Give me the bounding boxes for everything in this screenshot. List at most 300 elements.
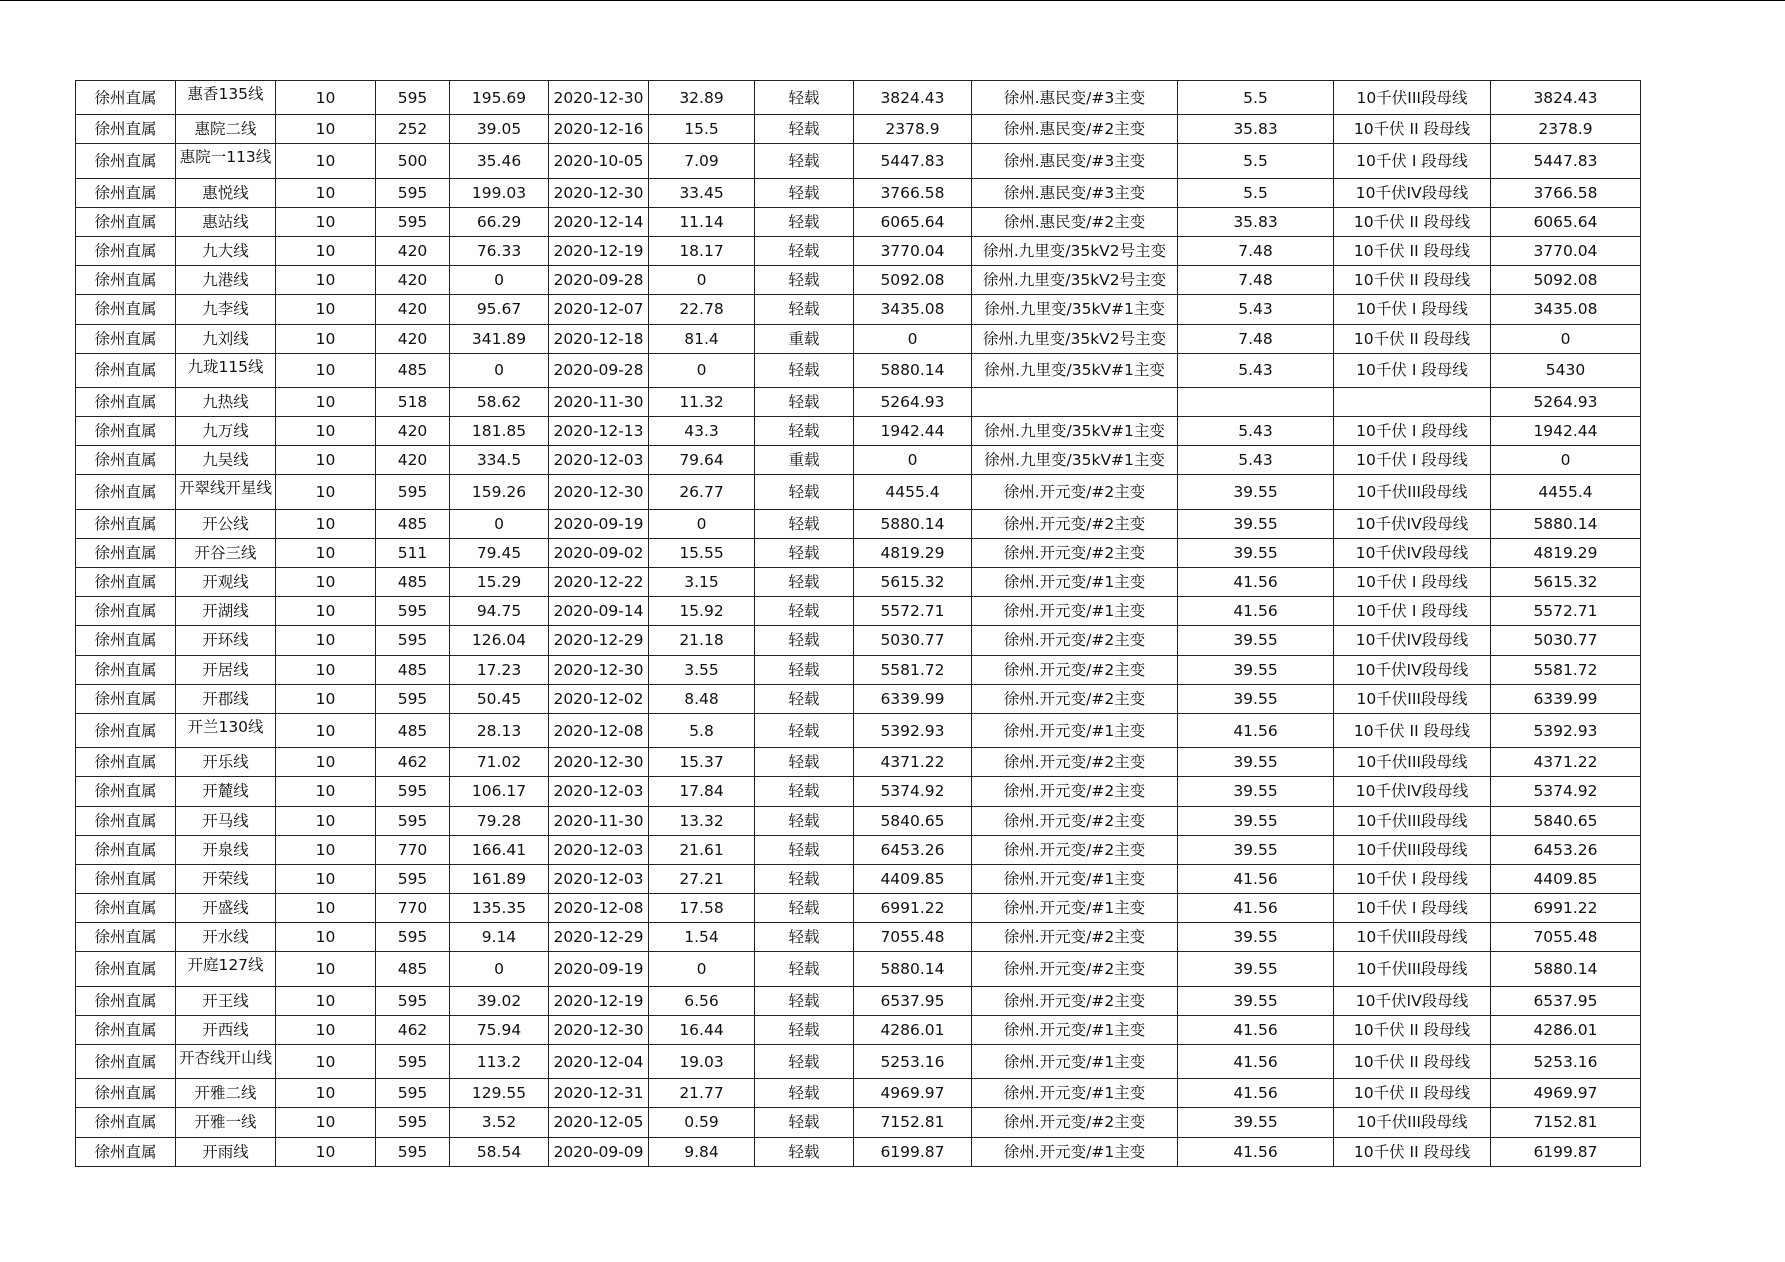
- cell-voltage: 10: [276, 1137, 376, 1166]
- cell-busbar: 10千伏 II 段母线: [1334, 115, 1491, 144]
- cell-load-status: 轻载: [755, 178, 854, 207]
- cell-available-capacity: 6199.87: [854, 1137, 972, 1166]
- cell-current: 76.33: [450, 236, 549, 265]
- cell-capacity: 0: [1491, 324, 1641, 353]
- cell-capacity: 0: [1491, 446, 1641, 475]
- table-body: [76, 81, 1641, 1167]
- cell-capacity: 4409.85: [1491, 864, 1641, 893]
- cell-line-name: 九刘线: [176, 324, 276, 353]
- cell-date: 2020-12-03: [549, 864, 649, 893]
- cell-busbar: 10千伏IV段母线: [1334, 777, 1491, 806]
- cell-load-rate: 3.55: [649, 655, 755, 684]
- cell-unit: 徐州直属: [76, 417, 176, 446]
- cell-capacity: 4371.22: [1491, 748, 1641, 777]
- cell-available-capacity: 6339.99: [854, 684, 972, 713]
- cell-voltage: 10: [276, 568, 376, 597]
- cell-available-capacity: 6065.64: [854, 207, 972, 236]
- table-row: [76, 684, 1641, 713]
- cell-load-rate: 3.15: [649, 568, 755, 597]
- table-row: [76, 266, 1641, 295]
- cell-rated-current: 595: [376, 1137, 450, 1166]
- cell-capacity: 3824.43: [1491, 81, 1641, 115]
- cell-load-status: 轻载: [755, 894, 854, 923]
- cell-substation-transformer: 徐州.开元变/#1主变: [972, 1079, 1178, 1108]
- cell-substation-transformer: 徐州.开元变/#1主变: [972, 864, 1178, 893]
- cell-load-status: 轻载: [755, 144, 854, 178]
- cell-unit: 徐州直属: [76, 115, 176, 144]
- cell-load-rate: 33.45: [649, 178, 755, 207]
- cell-line-name: 九港线: [176, 266, 276, 295]
- cell-transformer-load: 41.56: [1178, 713, 1334, 747]
- cell-line-name: 开湖线: [176, 597, 276, 626]
- table-row: [76, 626, 1641, 655]
- cell-load-rate: 15.55: [649, 538, 755, 567]
- table-row: [76, 475, 1641, 509]
- top-rule: [0, 0, 1785, 1]
- cell-unit: 徐州直属: [76, 178, 176, 207]
- cell-capacity: 5030.77: [1491, 626, 1641, 655]
- cell-busbar: 10千伏III段母线: [1334, 475, 1491, 509]
- cell-transformer-load: 39.55: [1178, 626, 1334, 655]
- cell-line-name: 开居线: [176, 655, 276, 684]
- cell-unit: 徐州直属: [76, 713, 176, 747]
- cell-unit: 徐州直属: [76, 353, 176, 387]
- cell-date: 2020-11-30: [549, 387, 649, 416]
- cell-rated-current: 252: [376, 115, 450, 144]
- cell-transformer-load: 7.48: [1178, 266, 1334, 295]
- cell-current: 3.52: [450, 1108, 549, 1137]
- cell-capacity: 5264.93: [1491, 387, 1641, 416]
- cell-load-rate: 17.84: [649, 777, 755, 806]
- cell-unit: 徐州直属: [76, 777, 176, 806]
- cell-busbar: 10千伏III段母线: [1334, 1108, 1491, 1137]
- cell-current: 95.67: [450, 295, 549, 324]
- cell-date: 2020-12-16: [549, 115, 649, 144]
- cell-date: 2020-12-14: [549, 207, 649, 236]
- cell-substation-transformer: 徐州.开元变/#2主变: [972, 538, 1178, 567]
- cell-voltage: 10: [276, 475, 376, 509]
- cell-current: 113.2: [450, 1045, 549, 1079]
- cell-line-name: 开郡线: [176, 684, 276, 713]
- cell-rated-current: 485: [376, 713, 450, 747]
- cell-load-rate: 16.44: [649, 1015, 755, 1044]
- cell-date: 2020-12-04: [549, 1045, 649, 1079]
- cell-capacity: 6537.95: [1491, 986, 1641, 1015]
- cell-line-name: 九珑115线: [176, 353, 276, 387]
- cell-line-name: 开荣线: [176, 864, 276, 893]
- cell-current: 58.54: [450, 1137, 549, 1166]
- cell-current: 0: [450, 353, 549, 387]
- cell-line-name: 开马线: [176, 806, 276, 835]
- cell-voltage: 10: [276, 324, 376, 353]
- cell-rated-current: 595: [376, 1045, 450, 1079]
- table-row: [76, 387, 1641, 416]
- cell-rated-current: 420: [376, 324, 450, 353]
- table-row: [76, 1137, 1641, 1166]
- table-row: [76, 144, 1641, 178]
- cell-date: 2020-12-13: [549, 417, 649, 446]
- cell-load-rate: 18.17: [649, 236, 755, 265]
- cell-unit: 徐州直属: [76, 894, 176, 923]
- cell-current: 129.55: [450, 1079, 549, 1108]
- cell-load-status: 轻载: [755, 806, 854, 835]
- cell-load-status: 轻载: [755, 475, 854, 509]
- cell-transformer-load: 41.56: [1178, 1079, 1334, 1108]
- cell-load-rate: 26.77: [649, 475, 755, 509]
- cell-substation-transformer: 徐州.开元变/#2主变: [972, 923, 1178, 952]
- cell-line-name: 开水线: [176, 923, 276, 952]
- cell-rated-current: 595: [376, 1079, 450, 1108]
- table-row: [76, 446, 1641, 475]
- cell-unit: 徐州直属: [76, 207, 176, 236]
- cell-rated-current: 511: [376, 538, 450, 567]
- cell-busbar: 10千伏III段母线: [1334, 806, 1491, 835]
- cell-transformer-load: 41.56: [1178, 597, 1334, 626]
- cell-busbar: 10千伏 I 段母线: [1334, 295, 1491, 324]
- cell-current: 75.94: [450, 1015, 549, 1044]
- cell-date: 2020-12-29: [549, 626, 649, 655]
- cell-load-status: 轻载: [755, 626, 854, 655]
- cell-rated-current: 420: [376, 446, 450, 475]
- cell-capacity: 7152.81: [1491, 1108, 1641, 1137]
- cell-available-capacity: 5392.93: [854, 713, 972, 747]
- cell-date: 2020-09-02: [549, 538, 649, 567]
- cell-busbar: 10千伏IV段母线: [1334, 538, 1491, 567]
- cell-load-status: 轻载: [755, 952, 854, 986]
- cell-busbar: 10千伏 I 段母线: [1334, 597, 1491, 626]
- cell-transformer-load: 7.48: [1178, 236, 1334, 265]
- table-row: [76, 986, 1641, 1015]
- cell-available-capacity: 7055.48: [854, 923, 972, 952]
- cell-available-capacity: 5264.93: [854, 387, 972, 416]
- cell-busbar: 10千伏III段母线: [1334, 923, 1491, 952]
- cell-load-status: 轻载: [755, 1015, 854, 1044]
- cell-transformer-load: 5.5: [1178, 178, 1334, 207]
- cell-rated-current: 595: [376, 864, 450, 893]
- cell-current: 50.45: [450, 684, 549, 713]
- cell-line-name: 开泉线: [176, 835, 276, 864]
- table-row: [76, 538, 1641, 567]
- cell-busbar: 10千伏IV段母线: [1334, 509, 1491, 538]
- cell-capacity: 5615.32: [1491, 568, 1641, 597]
- cell-unit: 徐州直属: [76, 864, 176, 893]
- cell-current: 39.02: [450, 986, 549, 1015]
- cell-unit: 徐州直属: [76, 684, 176, 713]
- cell-unit: 徐州直属: [76, 446, 176, 475]
- cell-date: 2020-12-05: [549, 1108, 649, 1137]
- cell-available-capacity: 4969.97: [854, 1079, 972, 1108]
- table-row: [76, 81, 1641, 115]
- table-row: [76, 894, 1641, 923]
- cell-voltage: 10: [276, 923, 376, 952]
- cell-available-capacity: 5253.16: [854, 1045, 972, 1079]
- cell-voltage: 10: [276, 748, 376, 777]
- cell-current: 126.04: [450, 626, 549, 655]
- cell-date: 2020-09-19: [549, 952, 649, 986]
- cell-capacity: 4455.4: [1491, 475, 1641, 509]
- cell-unit: 徐州直属: [76, 144, 176, 178]
- cell-transformer-load: 39.55: [1178, 923, 1334, 952]
- cell-available-capacity: 6537.95: [854, 986, 972, 1015]
- cell-capacity: 4286.01: [1491, 1015, 1641, 1044]
- cell-transformer-load: 5.5: [1178, 81, 1334, 115]
- cell-unit: 徐州直属: [76, 538, 176, 567]
- cell-available-capacity: 4455.4: [854, 475, 972, 509]
- cell-voltage: 10: [276, 115, 376, 144]
- table-row: [76, 1079, 1641, 1108]
- cell-line-name: 开翠线开星线: [176, 475, 276, 509]
- cell-capacity: 6453.26: [1491, 835, 1641, 864]
- cell-date: 2020-12-08: [549, 713, 649, 747]
- cell-busbar: 10千伏 I 段母线: [1334, 568, 1491, 597]
- cell-rated-current: 595: [376, 923, 450, 952]
- cell-current: 0: [450, 509, 549, 538]
- cell-rated-current: 595: [376, 475, 450, 509]
- cell-line-name: 惠站线: [176, 207, 276, 236]
- cell-load-status: 轻载: [755, 777, 854, 806]
- cell-load-rate: 11.32: [649, 387, 755, 416]
- table-row: [76, 923, 1641, 952]
- cell-rated-current: 595: [376, 986, 450, 1015]
- cell-rated-current: 420: [376, 236, 450, 265]
- cell-unit: 徐州直属: [76, 509, 176, 538]
- cell-busbar: 10千伏III段母线: [1334, 952, 1491, 986]
- cell-substation-transformer: 徐州.惠民变/#3主变: [972, 178, 1178, 207]
- cell-rated-current: 595: [376, 597, 450, 626]
- table-row: [76, 236, 1641, 265]
- cell-substation-transformer: 徐州.开元变/#2主变: [972, 684, 1178, 713]
- cell-current: 195.69: [450, 81, 549, 115]
- cell-load-rate: 15.5: [649, 115, 755, 144]
- cell-unit: 徐州直属: [76, 835, 176, 864]
- cell-date: 2020-12-19: [549, 236, 649, 265]
- cell-date: 2020-12-19: [549, 986, 649, 1015]
- cell-line-name: 开环线: [176, 626, 276, 655]
- cell-busbar: 10千伏IV段母线: [1334, 986, 1491, 1015]
- cell-unit: 徐州直属: [76, 387, 176, 416]
- cell-busbar: [1334, 387, 1491, 416]
- cell-date: 2020-12-30: [549, 748, 649, 777]
- cell-unit: 徐州直属: [76, 952, 176, 986]
- table-row: [76, 1045, 1641, 1079]
- cell-date: 2020-12-30: [549, 81, 649, 115]
- cell-load-status: 轻载: [755, 597, 854, 626]
- cell-rated-current: 595: [376, 777, 450, 806]
- cell-line-name: 开雅一线: [176, 1108, 276, 1137]
- table-row: [76, 178, 1641, 207]
- cell-unit: 徐州直属: [76, 626, 176, 655]
- cell-load-rate: 8.48: [649, 684, 755, 713]
- cell-date: 2020-12-31: [549, 1079, 649, 1108]
- cell-substation-transformer: 徐州.惠民变/#3主变: [972, 144, 1178, 178]
- cell-unit: 徐州直属: [76, 597, 176, 626]
- cell-load-status: 轻载: [755, 568, 854, 597]
- cell-rated-current: 420: [376, 417, 450, 446]
- cell-substation-transformer: 徐州.九里变/35kV2号主变: [972, 324, 1178, 353]
- cell-substation-transformer: 徐州.九里变/35kV2号主变: [972, 266, 1178, 295]
- cell-current: 35.46: [450, 144, 549, 178]
- cell-transformer-load: 39.55: [1178, 777, 1334, 806]
- cell-available-capacity: 5572.71: [854, 597, 972, 626]
- cell-unit: 徐州直属: [76, 1137, 176, 1166]
- cell-transformer-load: 5.43: [1178, 417, 1334, 446]
- cell-busbar: 10千伏 I 段母线: [1334, 144, 1491, 178]
- cell-available-capacity: 5030.77: [854, 626, 972, 655]
- cell-substation-transformer: 徐州.九里变/35kV#1主变: [972, 353, 1178, 387]
- cell-unit: 徐州直属: [76, 986, 176, 1015]
- cell-current: 94.75: [450, 597, 549, 626]
- cell-available-capacity: 5615.32: [854, 568, 972, 597]
- cell-current: 135.35: [450, 894, 549, 923]
- cell-busbar: 10千伏III段母线: [1334, 81, 1491, 115]
- cell-line-name: 开雅二线: [176, 1079, 276, 1108]
- cell-current: 9.14: [450, 923, 549, 952]
- cell-load-rate: 13.32: [649, 806, 755, 835]
- cell-busbar: 10千伏 II 段母线: [1334, 713, 1491, 747]
- cell-capacity: 3770.04: [1491, 236, 1641, 265]
- cell-date: 2020-09-28: [549, 353, 649, 387]
- cell-date: 2020-12-30: [549, 475, 649, 509]
- cell-busbar: 10千伏 I 段母线: [1334, 864, 1491, 893]
- cell-load-rate: 27.21: [649, 864, 755, 893]
- cell-transformer-load: 39.55: [1178, 684, 1334, 713]
- cell-busbar: 10千伏 II 段母线: [1334, 1079, 1491, 1108]
- cell-available-capacity: 5092.08: [854, 266, 972, 295]
- cell-load-status: 轻载: [755, 1108, 854, 1137]
- cell-current: 181.85: [450, 417, 549, 446]
- cell-line-name: 开乐线: [176, 748, 276, 777]
- cell-voltage: 10: [276, 626, 376, 655]
- cell-rated-current: 485: [376, 952, 450, 986]
- cell-load-status: 轻载: [755, 295, 854, 324]
- table-row: [76, 324, 1641, 353]
- cell-transformer-load: 41.56: [1178, 568, 1334, 597]
- cell-substation-transformer: 徐州.开元变/#2主变: [972, 509, 1178, 538]
- cell-substation-transformer: 徐州.开元变/#2主变: [972, 1108, 1178, 1137]
- cell-date: 2020-09-28: [549, 266, 649, 295]
- cell-line-name: 开公线: [176, 509, 276, 538]
- cell-voltage: 10: [276, 713, 376, 747]
- cell-unit: 徐州直属: [76, 1015, 176, 1044]
- cell-current: 28.13: [450, 713, 549, 747]
- cell-rated-current: 770: [376, 835, 450, 864]
- cell-unit: 徐州直属: [76, 568, 176, 597]
- cell-voltage: 10: [276, 684, 376, 713]
- cell-voltage: 10: [276, 986, 376, 1015]
- cell-voltage: 10: [276, 835, 376, 864]
- cell-transformer-load: 39.55: [1178, 1108, 1334, 1137]
- cell-voltage: 10: [276, 353, 376, 387]
- cell-substation-transformer: [972, 387, 1178, 416]
- cell-rated-current: 485: [376, 509, 450, 538]
- cell-available-capacity: 1942.44: [854, 417, 972, 446]
- cell-current: 334.5: [450, 446, 549, 475]
- cell-load-rate: 0: [649, 266, 755, 295]
- cell-transformer-load: 39.55: [1178, 952, 1334, 986]
- cell-rated-current: 462: [376, 748, 450, 777]
- cell-transformer-load: 39.55: [1178, 835, 1334, 864]
- cell-line-name: 惠院二线: [176, 115, 276, 144]
- cell-capacity: 5092.08: [1491, 266, 1641, 295]
- cell-voltage: 10: [276, 236, 376, 265]
- cell-rated-current: 595: [376, 684, 450, 713]
- cell-current: 199.03: [450, 178, 549, 207]
- cell-load-status: 轻载: [755, 417, 854, 446]
- cell-transformer-load: 5.5: [1178, 144, 1334, 178]
- cell-rated-current: 595: [376, 207, 450, 236]
- cell-unit: 徐州直属: [76, 266, 176, 295]
- cell-transformer-load: 41.56: [1178, 894, 1334, 923]
- cell-capacity: 5430: [1491, 353, 1641, 387]
- cell-line-name: 开西线: [176, 1015, 276, 1044]
- cell-line-name: 开谷三线: [176, 538, 276, 567]
- cell-load-status: 轻载: [755, 207, 854, 236]
- cell-rated-current: 420: [376, 295, 450, 324]
- table-row: [76, 568, 1641, 597]
- cell-date: 2020-09-09: [549, 1137, 649, 1166]
- cell-busbar: 10千伏 II 段母线: [1334, 1045, 1491, 1079]
- cell-current: 58.62: [450, 387, 549, 416]
- cell-date: 2020-12-03: [549, 835, 649, 864]
- cell-unit: 徐州直属: [76, 1045, 176, 1079]
- cell-current: 79.28: [450, 806, 549, 835]
- cell-voltage: 10: [276, 538, 376, 567]
- cell-current: 0: [450, 266, 549, 295]
- cell-transformer-load: 39.55: [1178, 986, 1334, 1015]
- cell-capacity: 6339.99: [1491, 684, 1641, 713]
- cell-voltage: 10: [276, 952, 376, 986]
- cell-substation-transformer: 徐州.开元变/#2主变: [972, 986, 1178, 1015]
- cell-voltage: 10: [276, 509, 376, 538]
- table-row: [76, 207, 1641, 236]
- cell-transformer-load: 39.55: [1178, 806, 1334, 835]
- cell-date: 2020-12-29: [549, 923, 649, 952]
- cell-voltage: 10: [276, 417, 376, 446]
- cell-load-rate: 21.61: [649, 835, 755, 864]
- cell-substation-transformer: 徐州.开元变/#2主变: [972, 475, 1178, 509]
- cell-current: 71.02: [450, 748, 549, 777]
- cell-voltage: 10: [276, 1108, 376, 1137]
- cell-capacity: 2378.9: [1491, 115, 1641, 144]
- cell-rated-current: 595: [376, 178, 450, 207]
- cell-substation-transformer: 徐州.开元变/#2主变: [972, 835, 1178, 864]
- cell-voltage: 10: [276, 1045, 376, 1079]
- cell-line-name: 开王线: [176, 986, 276, 1015]
- cell-load-status: 轻载: [755, 266, 854, 295]
- cell-load-status: 轻载: [755, 835, 854, 864]
- cell-load-rate: 0.59: [649, 1108, 755, 1137]
- cell-substation-transformer: 徐州.开元变/#2主变: [972, 777, 1178, 806]
- cell-substation-transformer: 徐州.惠民变/#2主变: [972, 115, 1178, 144]
- table-row: [76, 115, 1641, 144]
- cell-rated-current: 770: [376, 894, 450, 923]
- cell-available-capacity: 5374.92: [854, 777, 972, 806]
- cell-unit: 徐州直属: [76, 324, 176, 353]
- cell-rated-current: 595: [376, 81, 450, 115]
- cell-current: 15.29: [450, 568, 549, 597]
- cell-transformer-load: 35.83: [1178, 115, 1334, 144]
- cell-substation-transformer: 徐州.开元变/#2主变: [972, 952, 1178, 986]
- cell-available-capacity: 0: [854, 446, 972, 475]
- cell-substation-transformer: 徐州.开元变/#1主变: [972, 713, 1178, 747]
- cell-line-name: 开雨线: [176, 1137, 276, 1166]
- cell-current: 39.05: [450, 115, 549, 144]
- cell-busbar: 10千伏III段母线: [1334, 684, 1491, 713]
- cell-line-name: 开杏线开山线: [176, 1045, 276, 1079]
- cell-capacity: 5392.93: [1491, 713, 1641, 747]
- cell-unit: 徐州直属: [76, 1108, 176, 1137]
- cell-date: 2020-12-08: [549, 894, 649, 923]
